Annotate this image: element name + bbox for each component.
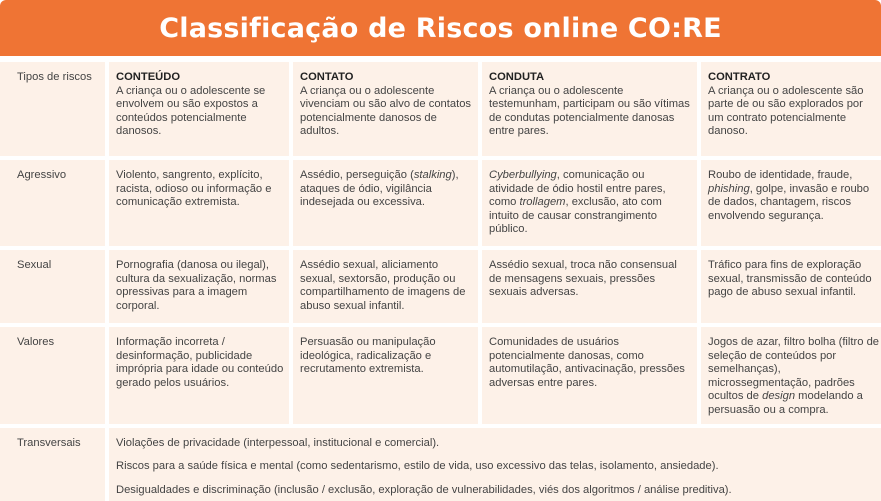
table-cell [293,160,478,246]
cell-text: Assédio, perseguição ( [300,169,414,181]
row-label-valores: Valores [0,327,105,424]
cell-text: , exclusão, ato com intuito de causar constrangimento público. [489,196,662,236]
table-cell [482,327,697,424]
column-header-contato [293,62,478,156]
transversal-line: Riscos para a saúde física e mental (como sedentarismo, estilo de vida, uso excessivo das telas, isolamento, ansiedade). [116,460,719,473]
cell-text: Informação incorreta / desinformação, publicidade imprópria para idade ou conteúdo gerado pelos usuários. [116,336,284,389]
table-cell [109,160,289,246]
column-title: CONDUTA [489,71,545,83]
cell-text: design [762,390,796,403]
column-title: CONTRATO [708,71,771,83]
column-header-contrato [701,62,881,156]
transversal-line: Violações de privacidade (interpessoal, institucional e comercial). [116,437,440,449]
title-banner [0,0,881,56]
table-cell [482,160,697,246]
table-cell [701,160,881,246]
column-header-conduta [482,62,697,156]
table-cell [109,250,289,323]
cell-text: Tráfico para fins de exploração sexual, transmissão de conteúdo pago de abuso sexual infantil. [708,259,872,299]
column-description: A criança ou o adolescente testemunham, participam ou são vítimas de condutas potencialmente danosas entre pares. [489,84,690,138]
table-cell [293,250,478,323]
table-cell [701,327,881,424]
transversal-cell [109,428,881,501]
row-label-transversais: Transversais [0,428,105,501]
risk-table [0,56,881,496]
page-title: Classificação de Riscos online CO:RE [159,12,722,44]
cell-text: , golpe, invasão e roubo de dados, chantagem, riscos envolvendo segurança. [708,182,870,222]
cell-text: Jogos de azar, filtro bolha (filtro de seleção de conteúdos por semelhanças), microssegmentação, padrões ocultos de [708,336,880,403]
table-cell [109,327,289,424]
column-description: A criança ou o adolescente se envolvem ou são expostos a conteúdos potencialmente danosos. [116,84,266,138]
row-label-sexual: Sexual [0,250,105,323]
cell-text: Violento, sangrento, explícito, racista, odioso ou informação e comunicação extremista. [116,169,272,209]
column-header-conteudo [109,62,289,156]
cell-text: , comunicação ou atividade de ódio hostil entre pares, como [489,169,666,209]
cell-text: Assédio sexual, troca não consensual de mensagens sexuais, pressões sexuais adversas. [489,259,677,299]
cell-text: Persuasão ou manipulação ideológica, radicalização e recrutamento extremista. [300,336,436,376]
table-cell [701,250,881,323]
header-row-label: Tipos de riscos [0,62,105,156]
row-label-agressivo: Agressivo [0,160,105,246]
cell-text: phishing [708,182,750,195]
column-description: A criança ou o adolescente vivenciam ou são alvo de contatos potencialmente danosos de adultos. [300,84,472,138]
column-title: CONTATO [300,71,354,83]
cell-text: trollagem [519,196,566,209]
column-title: CONTEÚDO [116,71,181,83]
cell-text: modelando a persuasão ou a compra. [708,390,863,416]
table-cell [293,327,478,424]
cell-text: stalking [413,169,452,181]
transversal-line: Desigualdades e discriminação (inclusão / exclusão, exploração de vulnerabilidades, viés dos algoritmos / análise preditiva). [116,483,732,496]
column-description: A criança ou o adolescente são parte de ou são explorados por um contrato potencialmente danoso. [708,84,864,138]
table-cell [482,250,697,323]
cell-text: ), ataques de ódio, vigilância indesejada ou excessiva. [300,169,459,209]
cell-text: Roubo de identidade, fraude, [708,169,853,181]
cell-text: Cyberbullying [489,169,557,181]
cell-text: Assédio sexual, aliciamento sexual, sextorsão, produção ou compartilhamento de imagens de abuso sexual infantil. [300,259,466,312]
cell-text: Comunidades de usuários potencialmente danosas, como automutilação, antivacinação, pressões adversas entre pares. [489,336,685,389]
cell-text: Pornografia (danosa ou ilegal), cultura da sexualização, normas opressivas para a imagem corporal. [116,259,277,312]
